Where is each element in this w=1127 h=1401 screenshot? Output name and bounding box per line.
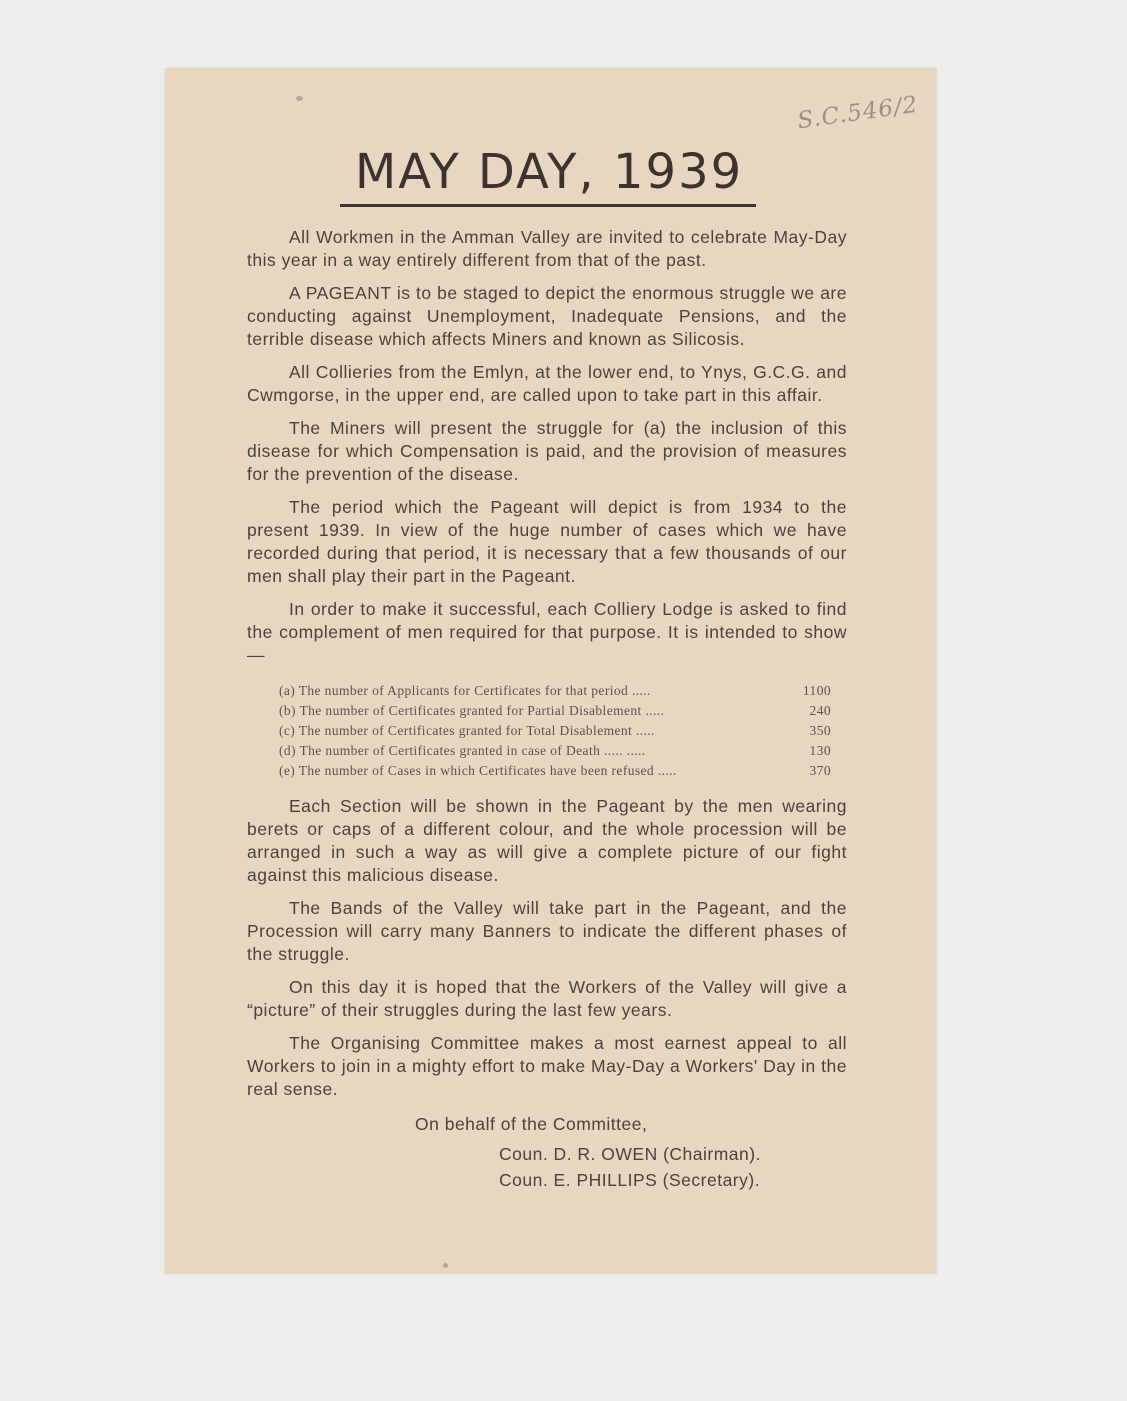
stat-value: 370	[809, 763, 831, 778]
paper-stain	[443, 1263, 448, 1268]
paragraph: A PAGEANT is to be staged to depict the enormous struggle we are conducting against Unemployment, Inadequate Pensions, and the terrible disease which affects Miners and known as Silicosis.	[247, 283, 847, 349]
stat-label: (b) The number of Certificates granted for Partial Disablement .....	[279, 703, 665, 718]
document-body	[247, 226, 847, 1193]
paragraph: On this day it is hoped that the Workers of the Valley will give a “picture” of their struggles during the last few years.	[247, 977, 847, 1020]
stat-value: 350	[809, 723, 831, 738]
stat-value: 130	[809, 743, 831, 758]
paragraph: The Bands of the Valley will take part in the Pageant, and the Procession will carry many Banners to indicate the different phases of the struggle.	[247, 898, 847, 964]
document-title: MAY DAY, 1939	[354, 144, 744, 200]
paragraph: The Miners will present the struggle for (a) the inclusion of this disease for which Compensation is paid, and the provision of measures for the prevention of the disease.	[247, 418, 847, 484]
stat-value: 1100	[802, 683, 831, 698]
paragraph: In order to make it successful, each Colliery Lodge is asked to find the complement of men required for that purpose. It is intended to show—	[247, 599, 847, 665]
stat-row	[279, 761, 831, 781]
paper-stain	[296, 96, 303, 101]
paragraph: The Organising Committee makes a most earnest appeal to all Workers to join in a mighty effort to make May-Day a Workers' Day in the real sense.	[247, 1033, 847, 1099]
on-behalf-line: On behalf of the Committee,	[415, 1114, 648, 1134]
secretary-signature: Coun. E. PHILLIPS (Secretary).	[499, 1170, 761, 1190]
stat-label: (e) The number of Cases in which Certificates have been refused .....	[279, 763, 677, 778]
paragraph: Each Section will be shown in the Pageant by the men wearing berets or caps of a different colour, and the whole procession will be arranged in such a way as will give a complete picture of our fight against this malicious disease.	[247, 796, 847, 885]
paragraph: All Collieries from the Emlyn, at the lower end, to Ynys, G.C.G. and Cwmgorse, in the upper end, are called upon to take part in this affair.	[247, 362, 847, 405]
paragraph: The period which the Pageant will depict is from 1934 to the present 1939. In view of the huge number of cases which we have recorded during that period, it is necessary that a few thousands of our men shall play their part in the Pageant.	[247, 497, 847, 586]
paragraph: All Workmen in the Amman Valley are invited to celebrate May-Day this year in a way entirely different from that of the past.	[247, 227, 847, 270]
statistics-list	[279, 681, 831, 781]
stat-row	[279, 701, 831, 721]
title-underline	[340, 204, 756, 207]
archive-reference: S.C.546/2	[795, 91, 920, 135]
stat-row	[279, 741, 831, 761]
stat-value: 240	[809, 703, 831, 718]
signoff-block	[247, 1111, 847, 1193]
stat-label: (d) The number of Certificates granted in case of Death ..... .....	[279, 743, 646, 758]
stat-row	[279, 721, 831, 741]
stat-row	[279, 681, 831, 701]
stat-label: (c) The number of Certificates granted for Total Disablement .....	[279, 723, 655, 738]
chairman-signature: Coun. D. R. OWEN (Chairman).	[499, 1144, 761, 1164]
stat-label: (a) The number of Applicants for Certificates for that period .....	[279, 683, 651, 698]
